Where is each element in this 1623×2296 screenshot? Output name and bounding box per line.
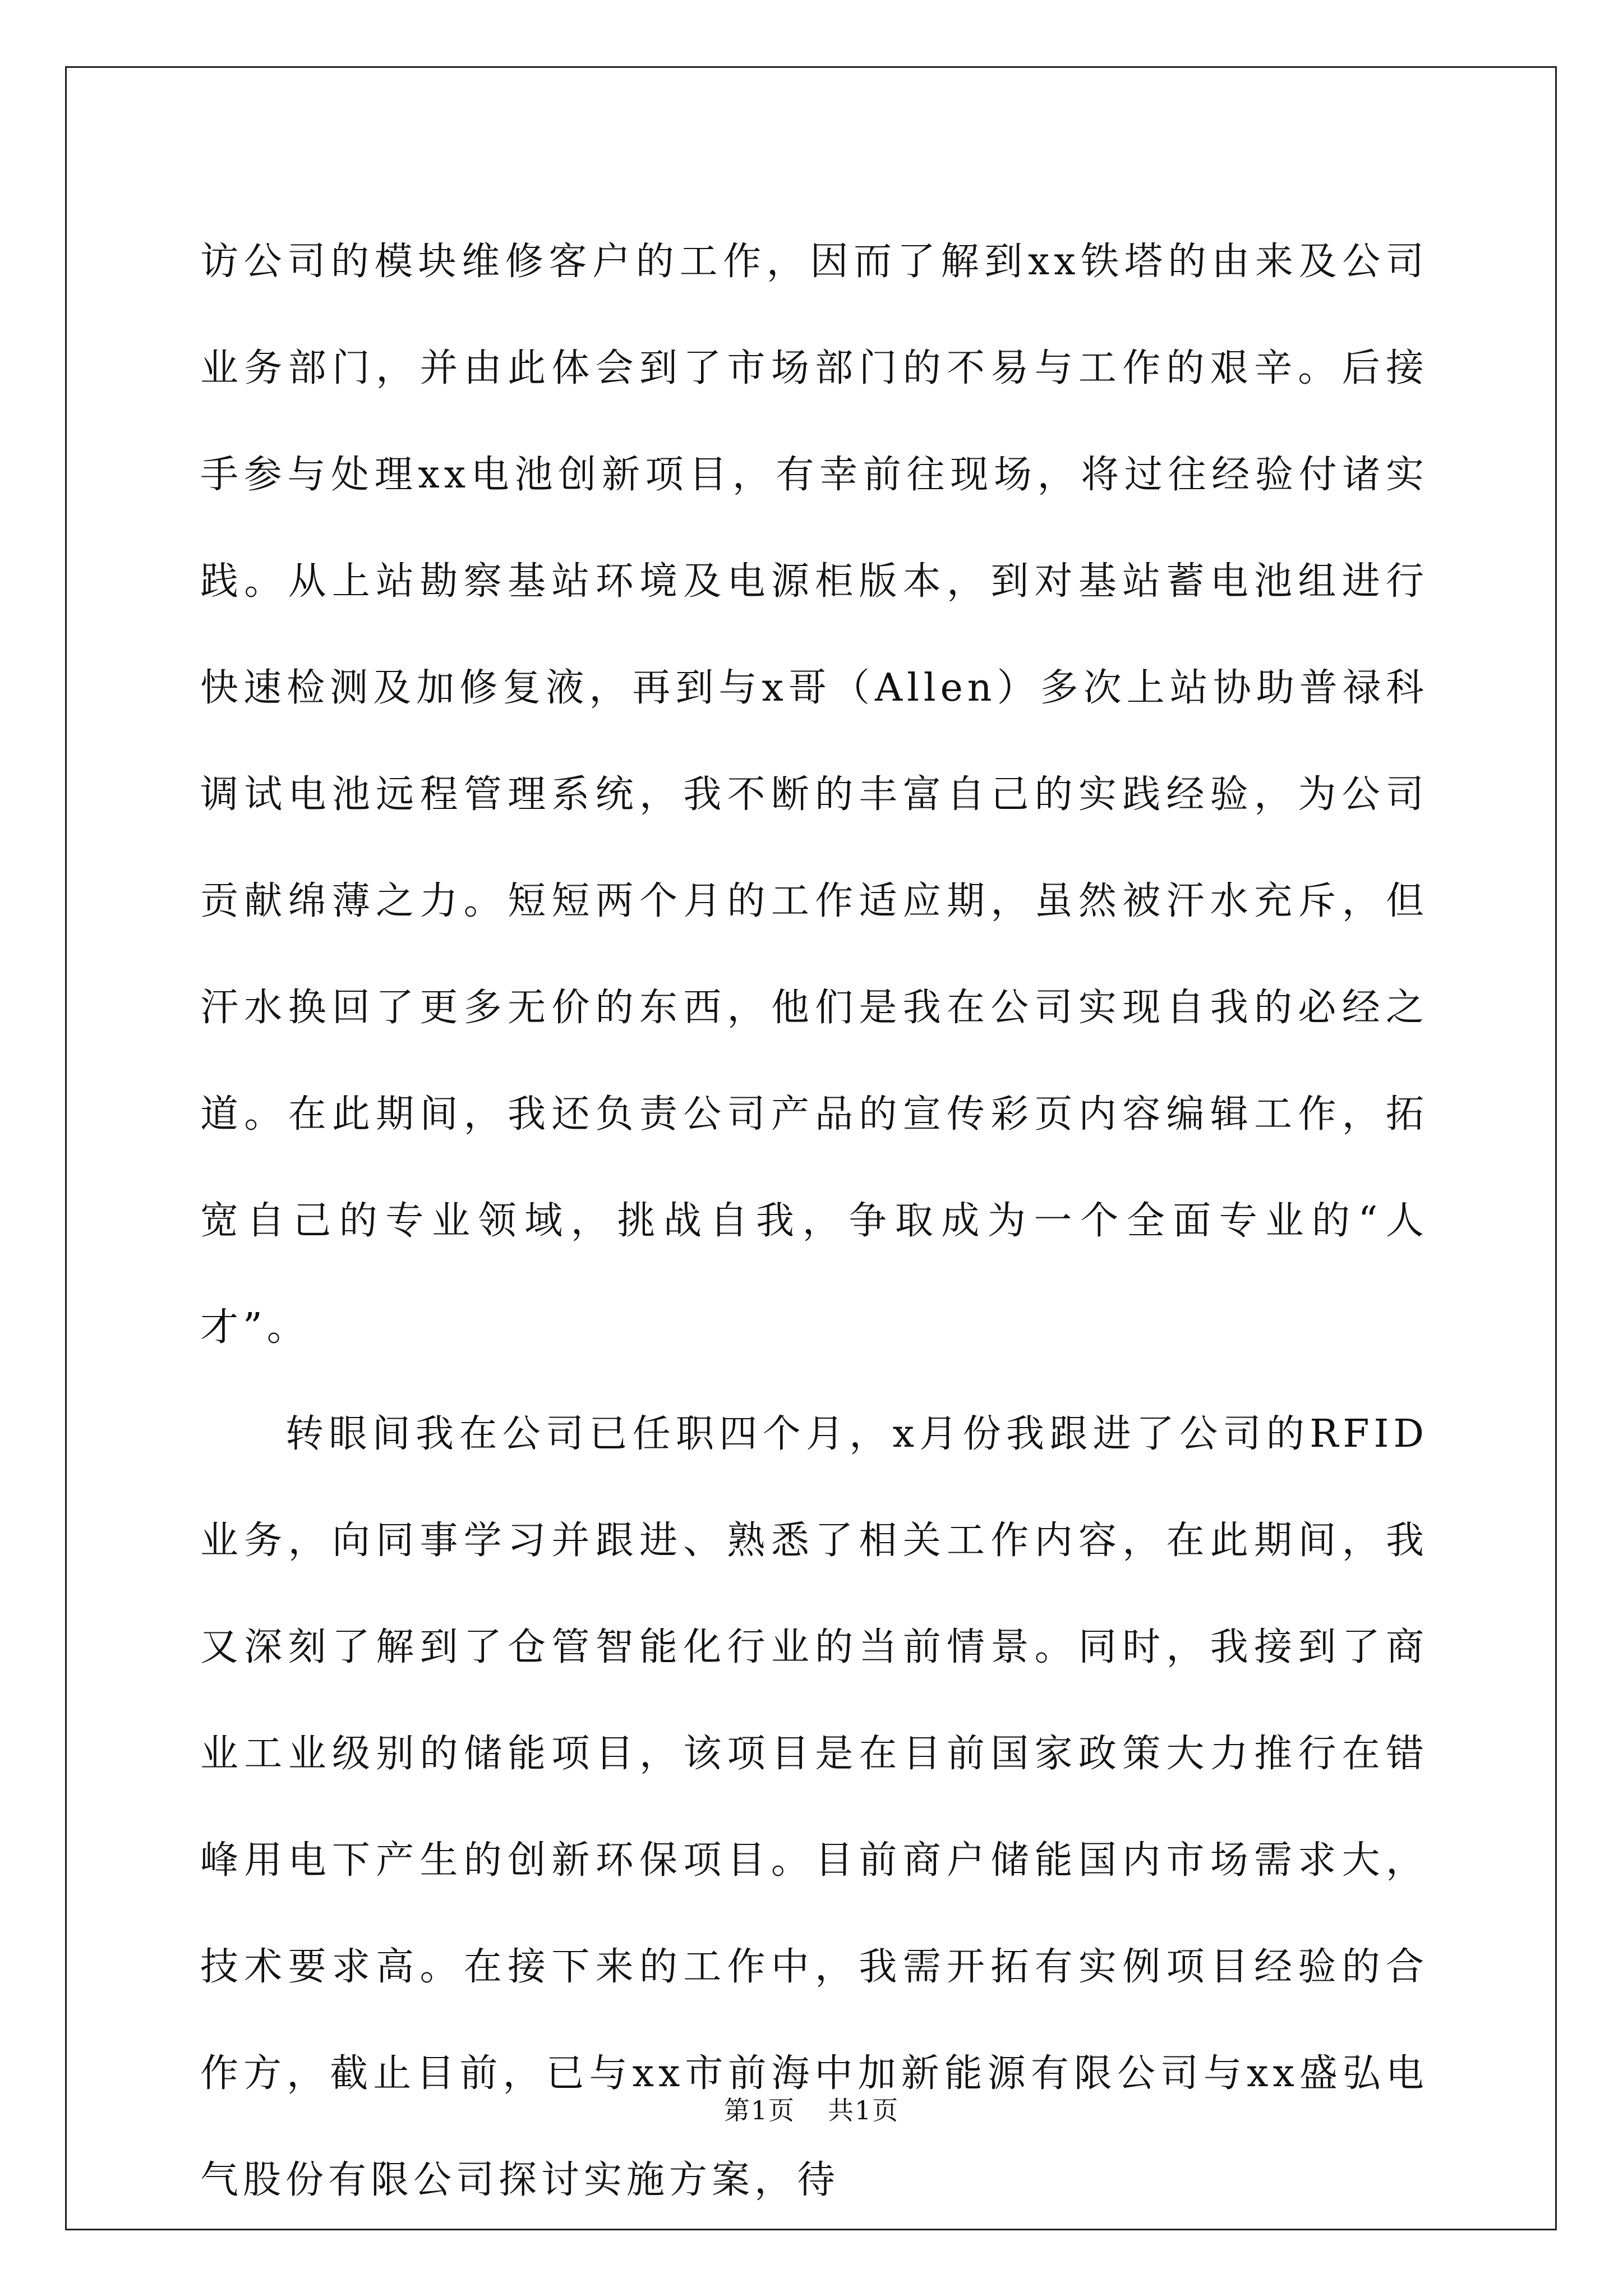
page-number: 第1页 — [723, 2095, 795, 2125]
page-total: 共1页 — [828, 2095, 900, 2125]
paragraph-1: 访公司的模块维修客户的工作，因而了解到xx铁塔的由来及公司业务部门，并由此体会到了市场部门的不易与工作的艰辛。后接手参与处理xx电池创新项目，有幸前往现场，将过往经验付诸实践。从上站勘察基站环境及电源柜版本，到对基站蓄电池组进行快速检测及加修复液，再到与x哥（Allen）多次上站协助普禄科调试电池远程管理系统，我不断的丰富自己的实践经验，为公司贡献绵薄之力。短短两个月的工作适应期，虽然被汗水充斥，但汗水换回了更多无价的东西，他们是我在公司实现自我的必经之道。在此期间，我还负责公司产品的宣传彩页内容编辑工作，拓宽自己的专业领域，挑战自我，争取成为一个全面专业的“人才”。 — [200, 240, 1428, 1350]
page-footer — [0, 2093, 1623, 2127]
paragraph-2: 转眼间我在公司已任职四个月，x月份我跟进了公司的RFID业务，向同事学习并跟进、熟悉了相关工作内容，在此期间，我又深刻了解到了仓管智能化行业的当前情景。同时，我接到了商业工业级别的储能项目，该项目是在目前国家政策大力推行在错峰用电下产生的创新环保项目。目前商户储能国内市场需求大，技术要求高。在接下来的工作中，我需开拓有实例项目经验的合作方，截止目前，已与xx市前海中加新能源有限公司与xx盛弘电气股份有限公司探讨实施方案，待 — [200, 1412, 1428, 2202]
document-body — [200, 209, 1428, 2234]
